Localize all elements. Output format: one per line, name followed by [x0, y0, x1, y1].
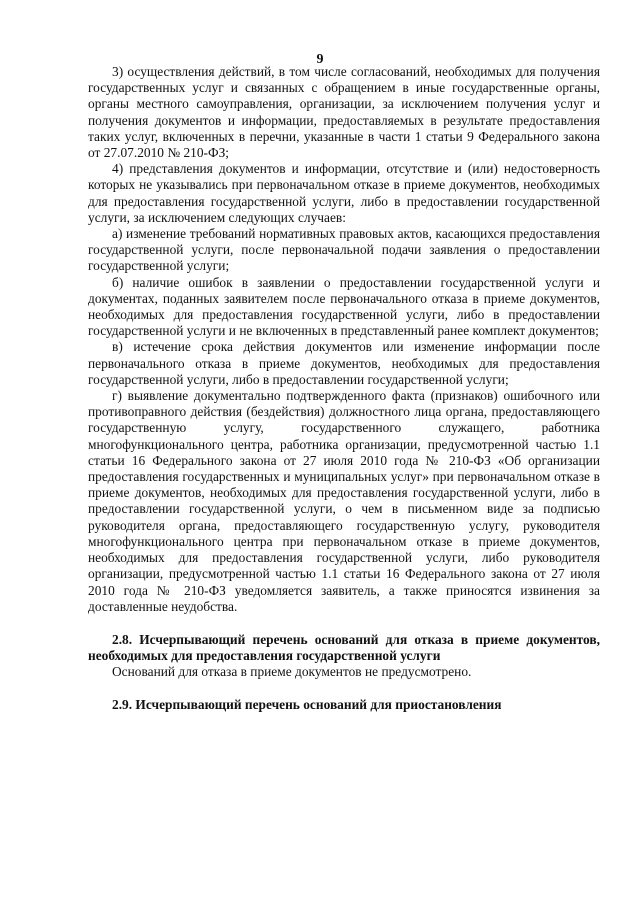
subparagraph-a: а) изменение требований нормативных правовых актов, касающихся предоставления государственной услуги, после первоначальной подачи заявления о предоставлении государственной услуги;: [88, 226, 600, 274]
spacer: [88, 615, 600, 632]
section-2-9-heading: 2.9. Исчерпывающий перечень оснований для приостановления: [112, 696, 502, 712]
paragraph-item-4: 4) представления документов и информации, отсутствие и (или) недостоверность которых не указывались при первоначальном отказе в приеме документов, необходимых для предоставления государственной услуги, либо в предоставлении государственной услуги, за исключением следующих случаев:: [88, 161, 600, 225]
page-number: 9: [316, 52, 324, 67]
subparagraph-b: б) наличие ошибок в заявлении о предоставлении государственной услуги и документах, поданных заявителем после первоначального отказа в приеме документов, необходимых для предоставления государственной услуги, либо в предоставлении государственной услуги и не включенных в представленный ранее комплект документов;: [88, 274, 600, 339]
section-2-8-text: Оснований для отказа в приеме документов не предусмотрено.: [112, 664, 472, 680]
subparagraph-v: в) истечение срока действия документов или изменение информации после первоначального отказа в приеме документов, необходимых для предоставления государственной услуги, либо в предоставлении государственной услуги;: [88, 339, 600, 387]
document-body: [88, 64, 600, 713]
paragraph-item-3: 3) осуществления действий, в том числе согласований, необходимых для получения государственных услуг и связанных с обращением в иные государственные органы, органы местного самоуправления, организации, за исключением получения услуг и получения документов и информации, предоставляемых в результате предоставления таких услуг, включенных в перечни, указанные в части 1 статьи 9 Федерального закона от 27.07.2010 № 210-ФЗ;: [88, 64, 600, 161]
spacer: [88, 681, 600, 697]
section-2-8-heading: 2.8. Исчерпывающий перечень оснований для отказа в приеме документов, необходимых для предоставления государственной услуги: [88, 631, 600, 664]
subparagraph-g: г) выявление документально подтвержденного факта (признаков) ошибочного или противоправного действия (бездействия) должностного лица органа, предоставляющего государственную услугу, государственного служащего, работника многофункционального центра, работника организации, предусмотренной частью 1.1 статьи 16 Федерального закона от 27 июля 2010 года № 210-ФЗ «Об организации предоставления государственных и муниципальных услуг» при первоначальном отказе в приеме документов, необходимых для предоставления государственной услуги, либо в предоставлении государственной услуги, о чем в письменном виде за подписью руководителя органа, предоставляющего государственную услугу, руководителя многофункционального центра при первоначальном отказе в приеме документов, необходимых для предоставления государственной услуги, либо руководителя организации, предусмотренной частью 1.1 статьи 16 Федерального закона от 27 июля 2010 года № 210-ФЗ уведомляется заявитель, а также приносятся извинения за доставленные неудобства.: [88, 388, 600, 614]
